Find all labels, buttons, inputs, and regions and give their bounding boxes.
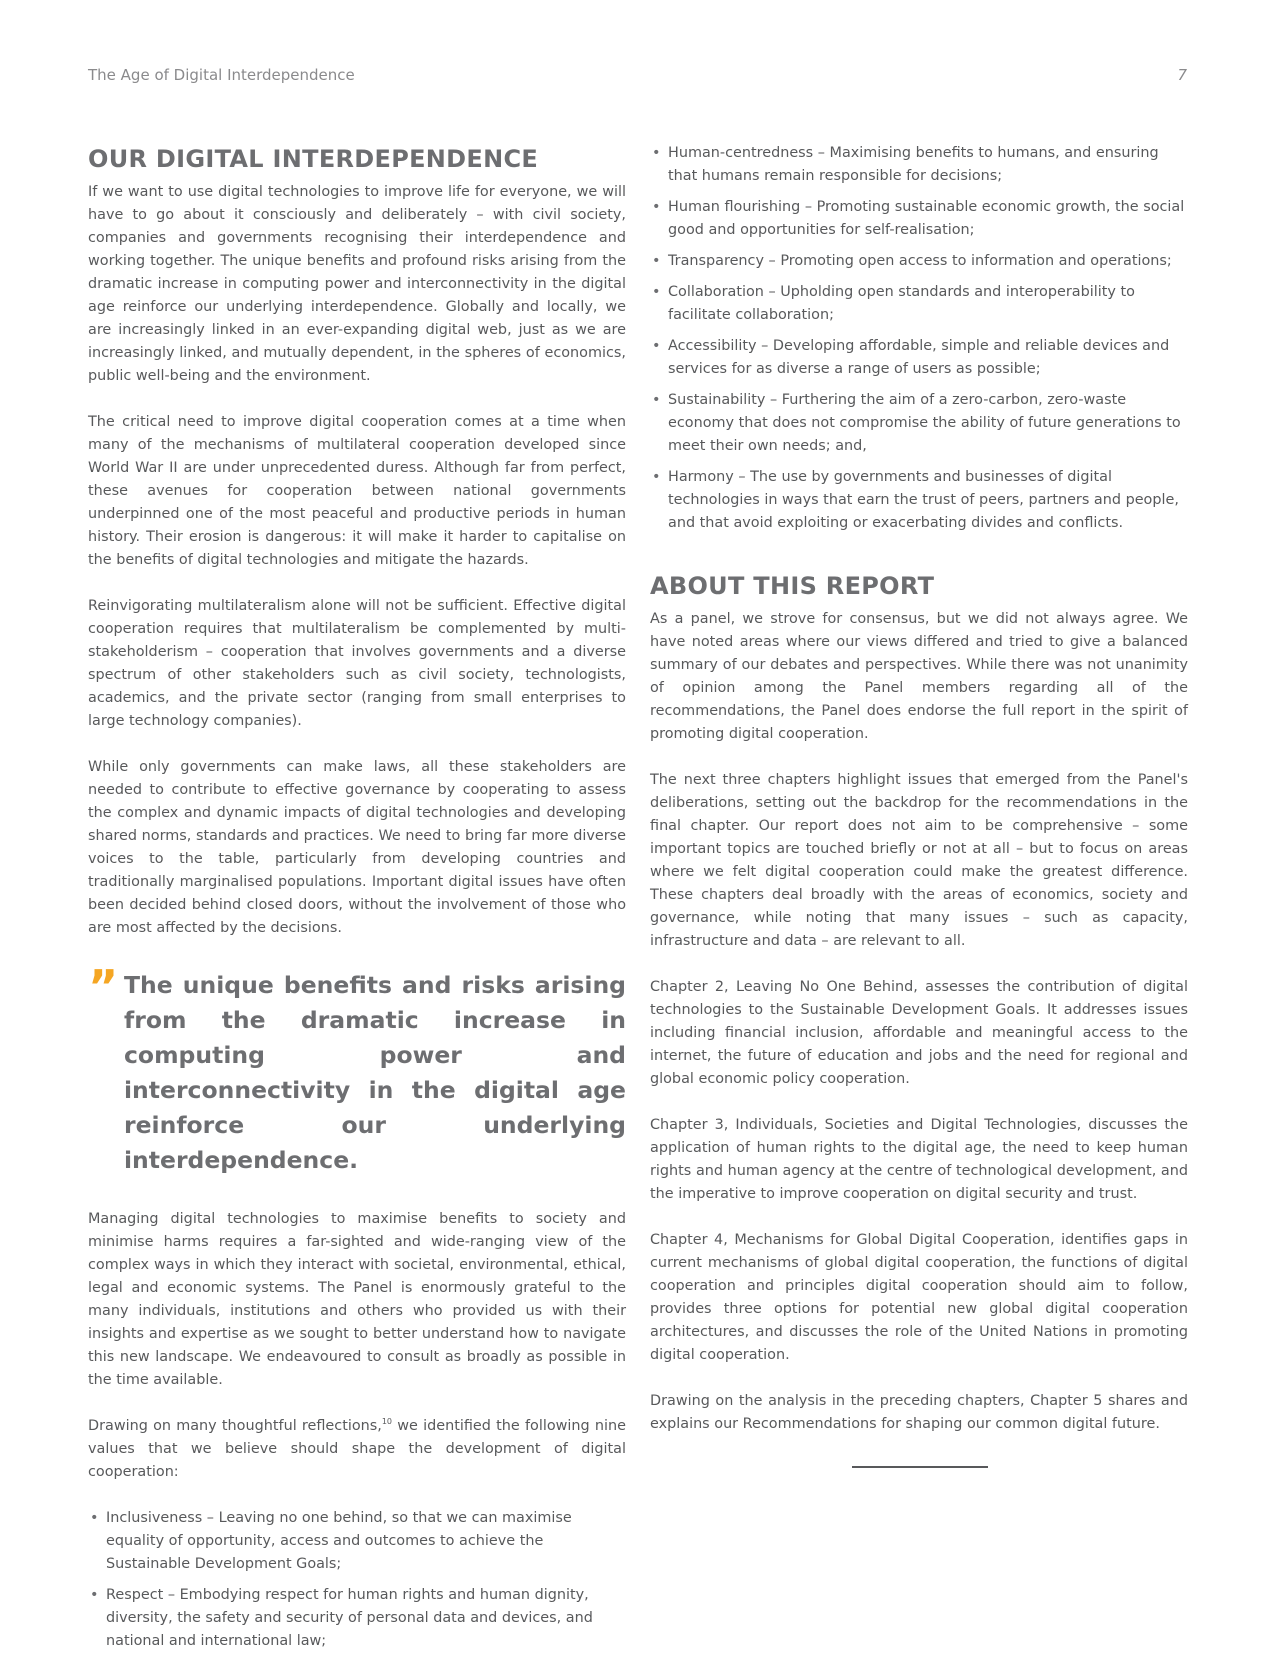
list-item: • Human-centredness – Maximising benefits to humans, and ensuring that humans remain responsible for decisions; [650, 142, 1188, 188]
quotation-mark-icon: ” [88, 960, 119, 1014]
list-item: • Accessibility – Developing affordable, simple and reliable devices and services for as diverse a range of users as possible; [650, 335, 1188, 381]
list-item: • Transparency – Promoting open access to information and operations; [650, 250, 1188, 273]
values-list-continued [650, 142, 1188, 535]
list-item: • Inclusiveness – Leaving no one behind, so that we can maximise equality of opportunity, access and outcomes to achieve the Sustainable Development Goals; [88, 1507, 626, 1576]
list-item: • Sustainability – Furthering the aim of a zero-carbon, zero-waste economy that does not compromise the ability of future generations to meet their own needs; and, [650, 389, 1188, 458]
body-paragraph: Chapter 4, Mechanisms for Global Digital Cooperation, identifies gaps in current mechanisms of global digital cooperation, the functions of digital cooperation and principles digital cooperation should aim to follow, provides three options for potential new global digital cooperation architectures, and discusses the role of the United Nations in promoting digital cooperation. [650, 1232, 1188, 1363]
pull-quote-text: The unique benefits and risks arising from the dramatic increase in computing power and interconnectivity in the digital age reinforce our underlying interdependence. [124, 971, 626, 1174]
body-paragraph: Reinvigorating multilateralism alone will not be sufficient. Effective digital cooperation requires that multilateralism be complemented by multi-stakeholderism – cooperation that involves governments and a diverse spectrum of other stakeholders such as civil society, technologists, academics, and the private sector (ranging from small enterprises to large technology companies). [88, 598, 626, 729]
body-paragraph: The critical need to improve digital cooperation comes at a time when many of the mechanisms of multilateral cooperation developed since World War II are under unprecedented duress. Although far from perfect, these avenues for cooperation between national governments underpinned one of the most peaceful and productive periods in human history. Their erosion is dangerous: it will make it harder to capitalise on the benefits of digital technologies and mitigate the hazards. [88, 414, 626, 568]
section-end-divider [852, 1466, 988, 1468]
body-paragraph: The next three chapters highlight issues that emerged from the Panel's deliberations, setting out the backdrop for the recommendations in the final chapter. Our report does not aim to be comprehensive – some important topics are touched briefly or not at all – but to focus on areas where we felt digital cooperation could make the greatest difference. These chapters deal broadly with the areas of economics, society and governance, while noting that many issues – such as capacity, infrastructure and data – are relevant to all. [650, 772, 1188, 949]
right-column [650, 142, 1188, 1468]
values-intro: Drawing on many thoughtful reflections,$^{10}$ we identified the following nine values that we believe should shape the development of digital cooperation: [88, 1417, 626, 1480]
footnote-ref: 10 [381, 1417, 393, 1427]
running-title: The Age of Digital Interdependence [88, 66, 355, 84]
list-item: • Respect – Embodying respect for human rights and human dignity, diversity, the safety and security of personal data and devices, and national and international law; [88, 1584, 626, 1653]
body-paragraph: Drawing on the analysis in the preceding chapters, Chapter 5 shares and explains our Recommendations for shaping our common digital future. [650, 1393, 1188, 1432]
body-paragraph: Chapter 2, Leaving No One Behind, assesses the contribution of digital technologies to the Sustainable Development Goals. It addresses issues including financial inclusion, affordable and meaningful access to the internet, the future of education and jobs and the need for regional and global economic policy cooperation. [650, 979, 1188, 1087]
body-paragraph: While only governments can make laws, all these stakeholders are needed to contribute to effective governance by cooperating to assess the complex and dynamic impacts of digital technologies and developing shared norms, standards and practices. We need to bring far more diverse voices to the table, particularly from developing countries and traditionally marginalised populations. Important digital issues have often been decided behind closed doors, without the involvement of those who are most affected by the decisions. [88, 759, 626, 936]
list-item: • Collaboration – Upholding open standards and interoperability to facilitate collaboration; [650, 281, 1188, 327]
section-heading-digital-interdependence: OUR DIGITAL INTERDEPENDENCE [88, 145, 539, 173]
body-paragraph: Managing digital technologies to maximise benefits to society and minimise harms requires a far-sighted and wide-ranging view of the complex ways in which they interact with societal, environmental, ethical, legal and economic systems. The Panel is enormously grateful to the many individuals, institutions and others who provided us with their insights and expertise as we sought to better understand how to navigate this new landscape. We endeavoured to consult as broadly as possible in the time available. [88, 1211, 626, 1388]
body-paragraph: Chapter 3, Individuals, Societies and Digital Technologies, discusses the application of human rights to the digital age, the need to keep human rights and human agency at the centre of technological development, and the imperative to improve cooperation on digital security and trust. [650, 1117, 1188, 1202]
section-heading-about-report: ABOUT THIS REPORT [650, 572, 935, 600]
page-number: 7 [1177, 66, 1187, 84]
list-item: • Harmony – The use by governments and businesses of digital technologies in ways that earn the trust of peers, partners and people, and that avoid exploiting or exacerbating divides and conflicts. [650, 466, 1188, 535]
body-paragraph: As a panel, we strove for consensus, but we did not always agree. We have noted areas where our views differed and tried to give a balanced summary of our debates and perspectives. While there was not unanimity of opinion among the Panel members regarding all of the recommendations, the Panel does endorse the full report in the spirit of promoting digital cooperation. [650, 611, 1188, 742]
values-list [88, 1507, 626, 1653]
left-column [88, 142, 626, 1661]
list-item: • Human flourishing – Promoting sustainable economic growth, the social good and opportunities for self-realisation; [650, 196, 1188, 242]
body-paragraph: If we want to use digital technologies to improve life for everyone, we will have to go about it consciously and deliberately – with civil society, companies and governments recognising their interdependence and working together. The unique benefits and profound risks arising from the dramatic increase in computing power and interconnectivity in the digital age reinforce our underlying interdependence. Globally and locally, we are increasingly linked in an ever-expanding digital web, just as we are increasingly linked, and mutually dependent, in the spheres of economics, public well-being and the environment. [88, 184, 626, 384]
pull-quote [88, 960, 626, 1178]
